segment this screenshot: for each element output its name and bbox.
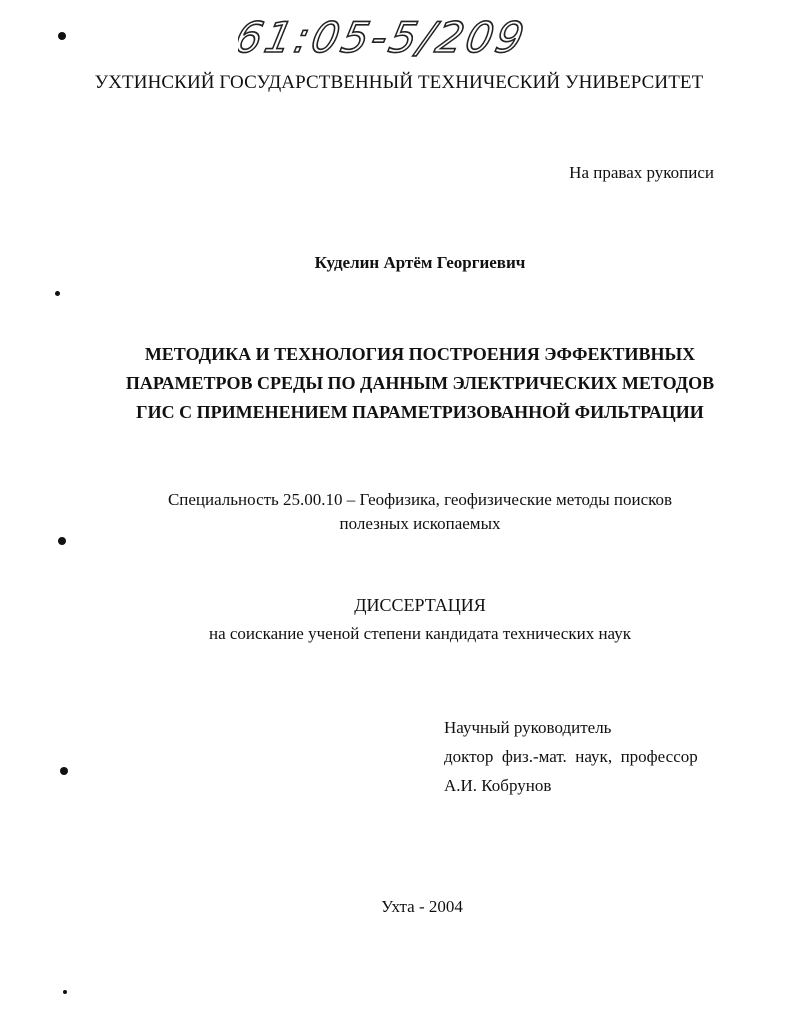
title-line: ГИС С ПРИМЕНЕНИЕМ ПАРАМЕТРИЗОВАННОЙ ФИЛЬТРАЦИИ — [136, 402, 704, 422]
degree-subtitle: на соискание ученой степени кандидата технических наук — [208, 624, 631, 643]
margin-dot — [58, 537, 66, 545]
handwritten-archive-code — [238, 8, 528, 64]
manuscript-rights-note: На правах рукописи — [569, 163, 714, 182]
advisor-role: Научный руководитель — [444, 718, 612, 737]
title-line: МЕТОДИКА И ТЕХНОЛОГИЯ ПОСТРОЕНИЯ ЭФФЕКТИВНЫХ — [144, 344, 696, 364]
margin-dot — [60, 767, 68, 775]
specialty-line: полезных ископаемых — [339, 514, 501, 533]
title-line: ПАРАМЕТРОВ СРЕДЫ ПО ДАННЫМ ЭЛЕКТРИЧЕСКИХ МЕТОДОВ — [125, 373, 715, 393]
margin-dot — [55, 291, 60, 296]
margin-dot — [58, 32, 66, 40]
specialty-line: Специальность 25.00.10 – Геофизика, геофизические методы поисков — [167, 490, 673, 509]
author-name: Куделин Артём Георгиевич — [314, 253, 526, 272]
handwritten-archive-code-drawing — [238, 8, 528, 64]
scientific-advisor — [444, 713, 734, 800]
advisor-name: А.И. Кобрунов — [444, 776, 552, 795]
place-and-year: Ухта - 2004 — [381, 897, 463, 916]
specialty — [100, 488, 740, 536]
margin-dot — [63, 990, 67, 994]
dissertation-title — [100, 340, 740, 427]
dissertation-label: ДИССЕРТАЦИЯ — [354, 595, 486, 615]
university-name: УХТИНСКИЙ ГОСУДАРСТВЕННЫЙ ТЕХНИЧЕСКИЙ УНИВЕРСИТЕТ — [94, 72, 704, 93]
advisor-degree: доктор физ.-мат. наук, профессор — [444, 747, 698, 766]
handwritten-archive-code-text: 61:05-5/209 — [238, 14, 528, 63]
